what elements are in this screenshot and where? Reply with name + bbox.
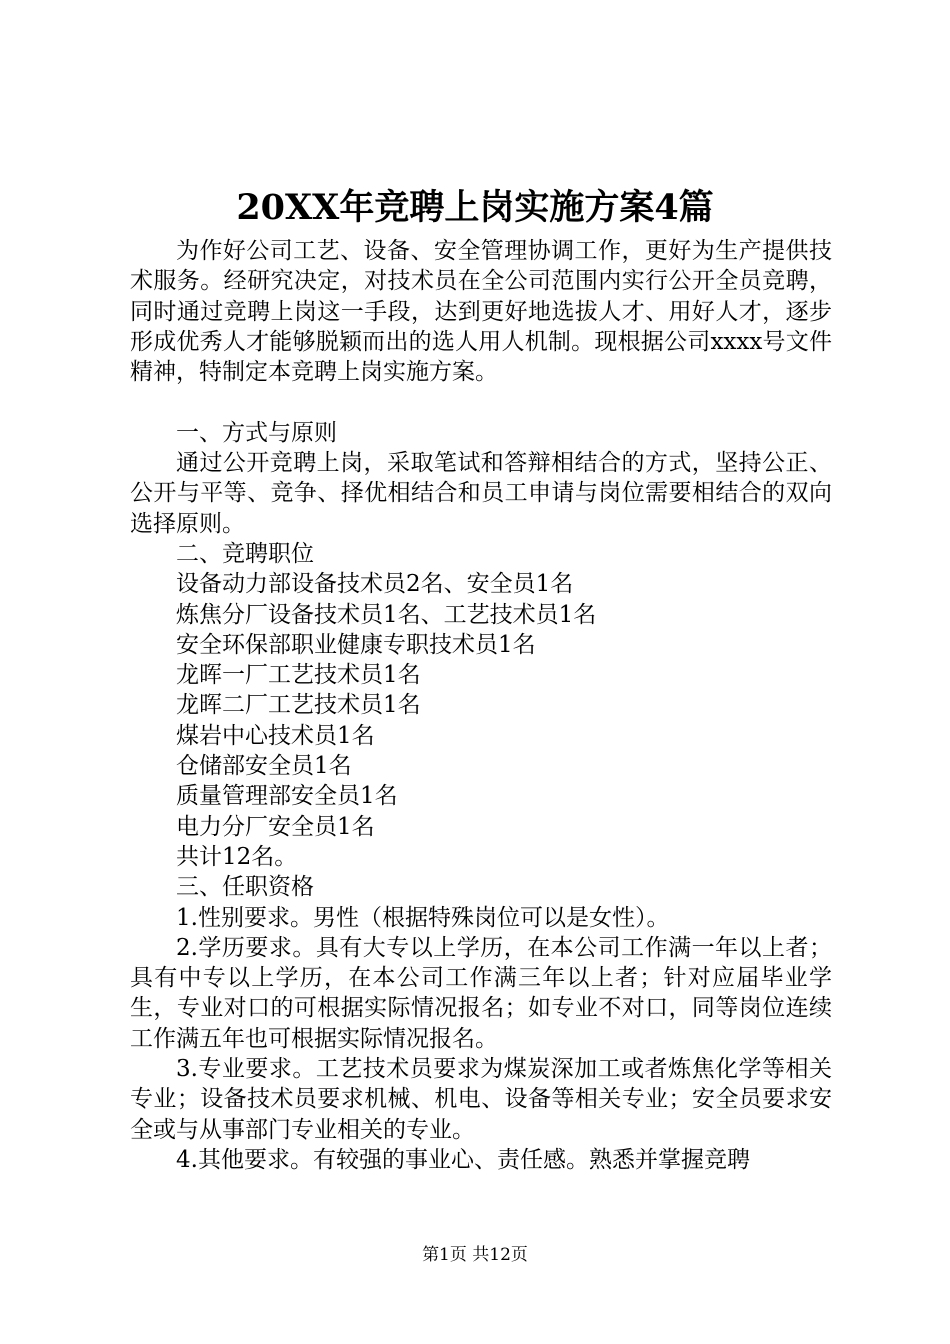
section-heading-method: 一、方式与原则 (176, 419, 337, 446)
blank-line (130, 387, 832, 417)
position-item: 龙晖二厂工艺技术员1名 (176, 692, 421, 719)
section-heading-positions: 二、竞聘职位 (176, 540, 314, 567)
qualification-item: 1.性别要求。男性（根据特殊岗位可以是女性）。 (176, 904, 670, 931)
position-item: 炼焦分厂设备技术员1名、工艺技术员1名 (176, 601, 597, 628)
document-title: 20XX年竞聘上岗实施方案4篇 (236, 187, 714, 228)
position-item: 设备动力部设备技术员2名、安全员1名 (176, 571, 574, 598)
qualification-item: 2.学历要求。具有大专以上学历，在本公司工作满一年以上者；具有中专以上学历，在本公司工作满三年以上者；针对应届毕业学生，专业对口的可根据实际情况报名；如专业不对口，同等岗位连续工作满五年也可根据实际情况报名。 (130, 934, 832, 1052)
position-item: 质量管理部安全员1名 (176, 783, 398, 810)
qualification-item: 3.专业要求。工艺技术员要求为煤炭深加工或者炼焦化学等相关专业；设备技术员要求机械、机电、设备等相关专业；安全员要求安全或与从事部门专业相关的专业。 (130, 1056, 832, 1143)
position-item: 安全环保部职业健康专职技术员1名 (176, 631, 536, 658)
positions-total: 共计12名。 (176, 843, 298, 870)
method-paragraph: 通过公开竞聘上岗，采取笔试和答辩相结合的方式，坚持公正、公开与平等、竞争、择优相结合和员工申请与岗位需要相结合的双向选择原则。 (130, 450, 832, 537)
qualification-item: 4.其他要求。有较强的事业心、责任感。熟悉并掌握竞聘 (176, 1146, 750, 1173)
position-item: 龙晖一厂工艺技术员1名 (176, 662, 421, 689)
position-item: 煤岩中心技术员1名 (176, 722, 375, 749)
section-heading-qualifications: 三、任职资格 (176, 874, 314, 901)
page-footer: 第1页 共12页 (422, 1245, 528, 1265)
position-item: 电力分厂安全员1名 (176, 813, 375, 840)
intro-paragraph: 为作好公司工艺、设备、安全管理协调工作，更好为生产提供技术服务。经研究决定，对技术员在全公司范围内实行公开全员竞聘，同时通过竞聘上岗这一手段，达到更好地选拔人才、用好人才，逐步形成优秀人才能够脱颖而出的选人用人机制。现根据公司xxxx号文件精神，特制定本竞聘上岗实施方案。 (130, 238, 832, 386)
position-item: 仓储部安全员1名 (176, 753, 352, 780)
document-body (130, 236, 832, 1175)
